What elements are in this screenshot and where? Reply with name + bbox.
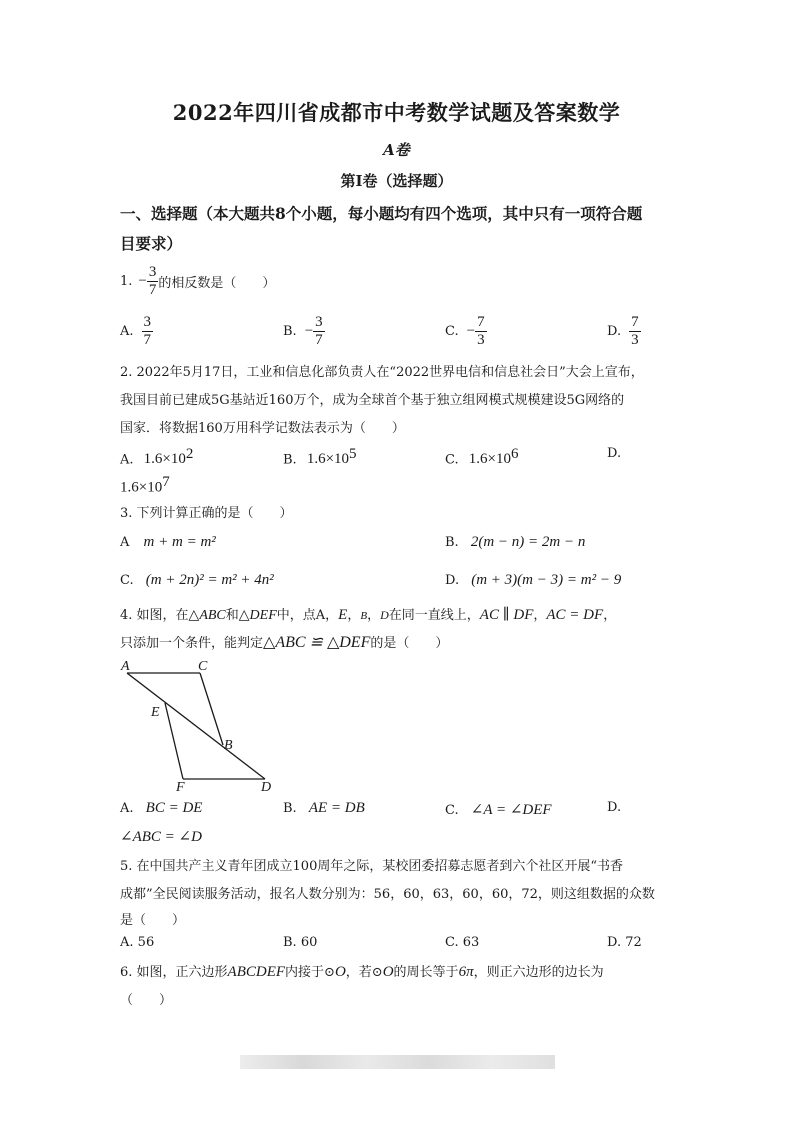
q6-text: 内接于⊙ <box>285 965 335 980</box>
label-d: D <box>261 780 272 795</box>
q6-circle-o: O <box>334 964 346 980</box>
label-c: C <box>198 659 208 674</box>
option-fraction <box>142 314 154 349</box>
q4-geometry-figure <box>115 655 285 795</box>
q6-text: 的周长等于 <box>393 965 459 980</box>
option-expression: 2(m − n) = 2m − n <box>470 534 586 550</box>
q4-text: 中，点A， <box>276 608 339 623</box>
option-label: C. <box>445 452 459 468</box>
option-base: 1.6×10 <box>468 451 511 468</box>
option-label: D. <box>445 573 460 588</box>
question-2-line1: 2. 2022年5月17日，工业和信息化部负责人在“2022世界电信和信息社会日”大会上宣布， <box>120 365 644 380</box>
option-fraction <box>475 314 487 349</box>
label-f: F <box>176 780 185 795</box>
option-label: B. <box>283 935 297 950</box>
option-expression: AE = DB <box>308 800 365 816</box>
q4-text: 和 <box>225 608 239 623</box>
option-exponent: 7 <box>162 474 170 490</box>
q5-option-c[interactable] <box>445 935 479 950</box>
option-base: 1.6×10 <box>143 451 186 468</box>
q2-option-c[interactable] <box>445 446 518 468</box>
option-value: 56 <box>137 935 155 950</box>
option-expression: (m + 2n)² = m² + 4n² <box>145 572 274 588</box>
label-b: B <box>224 738 233 753</box>
question-1 <box>120 264 275 299</box>
q4-text: 的是（ ） <box>370 636 449 651</box>
option-sign: − <box>466 323 476 339</box>
q1-option-c[interactable] <box>445 314 487 349</box>
option-numerator: 7 <box>631 314 639 330</box>
part-label: 第Ⅰ卷（选择题） <box>340 172 453 190</box>
option-label: B. <box>283 801 297 816</box>
option-value: 60 <box>300 935 318 950</box>
q1-text: 的相反数是（ ） <box>158 276 276 291</box>
option-label: C. <box>120 573 134 588</box>
page-title: 2022年四川省成都市中考数学试题及答案数学 <box>172 100 621 125</box>
option-label: C. <box>445 324 459 339</box>
segment-ad <box>127 673 265 779</box>
volume-label: A卷 <box>383 141 410 159</box>
q3-option-c[interactable] <box>120 572 274 589</box>
q4-option-b[interactable] <box>283 800 365 817</box>
option-label: D. <box>607 935 622 950</box>
option-expression: BC = DE <box>145 800 203 816</box>
question-5-line3: 是（ ） <box>120 913 186 928</box>
option-expression: m + m = m² <box>143 534 216 550</box>
option-value: 63 <box>462 935 480 950</box>
option-label: A <box>120 535 130 550</box>
question-2-line3: 国家．将数据160万用科学记数法表示为（ ） <box>120 421 405 436</box>
q4-option-a[interactable] <box>120 800 202 817</box>
q4-point-b: B <box>360 610 368 622</box>
option-expression: ∠A = ∠DEF <box>470 802 552 818</box>
option-label: D. <box>607 324 622 339</box>
q4-triangle-abc: △ABC <box>188 608 226 623</box>
option-label: B. <box>283 324 297 339</box>
option-label: A. <box>120 452 134 468</box>
q4-option-d-label[interactable]: D. <box>607 800 622 815</box>
label-a: A <box>121 659 130 674</box>
question-4-line1: 4. 如图，在△ABC和△DEF中，点A，E，B，D在同一直线上，AC ∥ DF，AC = DF， <box>120 607 617 623</box>
section-heading-line2: 目要求） <box>120 234 183 253</box>
question-4-line2 <box>120 632 448 652</box>
q2-option-d-label[interactable]: D. <box>607 446 622 461</box>
question-5-line2: 成都”全民阅读服务活动，报名人数分别为：56，60，63，60，60，72，则这组数据的众数 <box>120 887 655 902</box>
q4-text: 在同一直线上， <box>388 608 480 623</box>
option-denominator: 7 <box>143 332 152 348</box>
q4-point-d: D <box>380 608 389 622</box>
q2-option-b[interactable] <box>283 446 357 468</box>
option-label: B. <box>283 452 297 468</box>
q4-text: 只添加一个条件，能判定 <box>120 636 264 651</box>
q1-option-a[interactable] <box>120 314 153 349</box>
q2-option-d[interactable] <box>120 474 170 496</box>
option-base: 1.6×10 <box>120 479 163 496</box>
question-2-line2: 我国目前已建成5G基站近160万个，成为全球首个基于独立组网模式规模建设5G网络的 <box>120 393 625 408</box>
option-label: A. <box>120 801 134 816</box>
q5-option-b[interactable] <box>283 935 317 950</box>
option-sign: − <box>304 323 314 339</box>
q1-fraction <box>147 264 159 299</box>
label-e: E <box>151 705 160 720</box>
q1-option-b[interactable] <box>283 314 325 349</box>
q4-condition-parallel: AC ∥ DF <box>479 607 534 623</box>
option-numerator: 3 <box>143 314 152 330</box>
q4-congruence: △ABC ≌ △DEF <box>263 634 371 651</box>
option-label: B. <box>445 535 459 550</box>
q4-triangle-def: △DEF <box>238 608 277 623</box>
q1-number: 1. <box>120 274 133 289</box>
option-numerator: 3 <box>315 314 323 330</box>
question-6-line2: （ ） <box>120 993 173 1008</box>
option-label: C. <box>445 803 459 818</box>
q3-option-b[interactable] <box>445 534 585 551</box>
option-label: C. <box>445 935 459 950</box>
q3-option-a[interactable] <box>120 534 216 551</box>
q5-option-d[interactable] <box>607 935 642 950</box>
q6-circle-o: O <box>382 964 394 980</box>
q4-point-e: E <box>338 607 348 623</box>
q6-text: ，若⊙ <box>345 965 383 980</box>
option-base: 1.6×10 <box>306 451 350 468</box>
watermark-blur <box>240 1055 555 1069</box>
question-3: 3. 下列计算正确的是（ ） <box>120 506 293 521</box>
q6-text: 6. 如图，正六边形 <box>120 965 228 980</box>
q6-text: ，则正六边形的边长为 <box>473 965 604 980</box>
option-expression: (m + 3)(m − 3) = m² − 9 <box>471 572 622 588</box>
q1-denominator: 7 <box>148 282 157 298</box>
section-heading-line1: 一、选择题（本大题共8个小题，每小题均有四个选项，其中只有一项符合题 <box>120 204 643 223</box>
option-fraction <box>629 314 641 349</box>
question-5-line1: 5. 在中国共产主义青年团成立100周年之际，某校团委招募志愿者到六个社区开展“书香 <box>120 859 623 874</box>
q6-perimeter: 6π <box>458 964 474 980</box>
q6-hexagon: ABCDEF <box>227 964 286 980</box>
option-fraction <box>313 314 325 349</box>
segment-cb <box>200 673 223 745</box>
q4-condition-equal: AC = DF <box>546 607 604 623</box>
q2-option-a[interactable] <box>120 446 193 468</box>
option-denominator: 3 <box>631 332 639 348</box>
option-denominator: 3 <box>477 332 485 348</box>
option-exponent: 5 <box>349 446 357 462</box>
option-exponent: 2 <box>185 446 194 462</box>
option-expression: ∠ABC = ∠D <box>120 829 202 845</box>
option-denominator: 7 <box>315 332 323 348</box>
q1-option-d[interactable] <box>607 314 641 349</box>
q5-option-a[interactable] <box>120 935 154 950</box>
q4-option-c[interactable] <box>445 800 552 819</box>
q3-option-d[interactable] <box>445 572 621 589</box>
question-6-line1 <box>120 961 604 981</box>
q4-option-d[interactable] <box>120 827 202 846</box>
option-label: A. <box>120 324 134 339</box>
option-value: 72 <box>625 935 642 950</box>
q1-numerator: 3 <box>148 264 157 280</box>
q4-text: 4. 如图，在 <box>120 608 189 623</box>
option-exponent: 6 <box>510 446 519 462</box>
option-numerator: 7 <box>477 314 485 330</box>
q1-minus: − <box>138 273 147 289</box>
option-label: A. <box>120 935 134 950</box>
